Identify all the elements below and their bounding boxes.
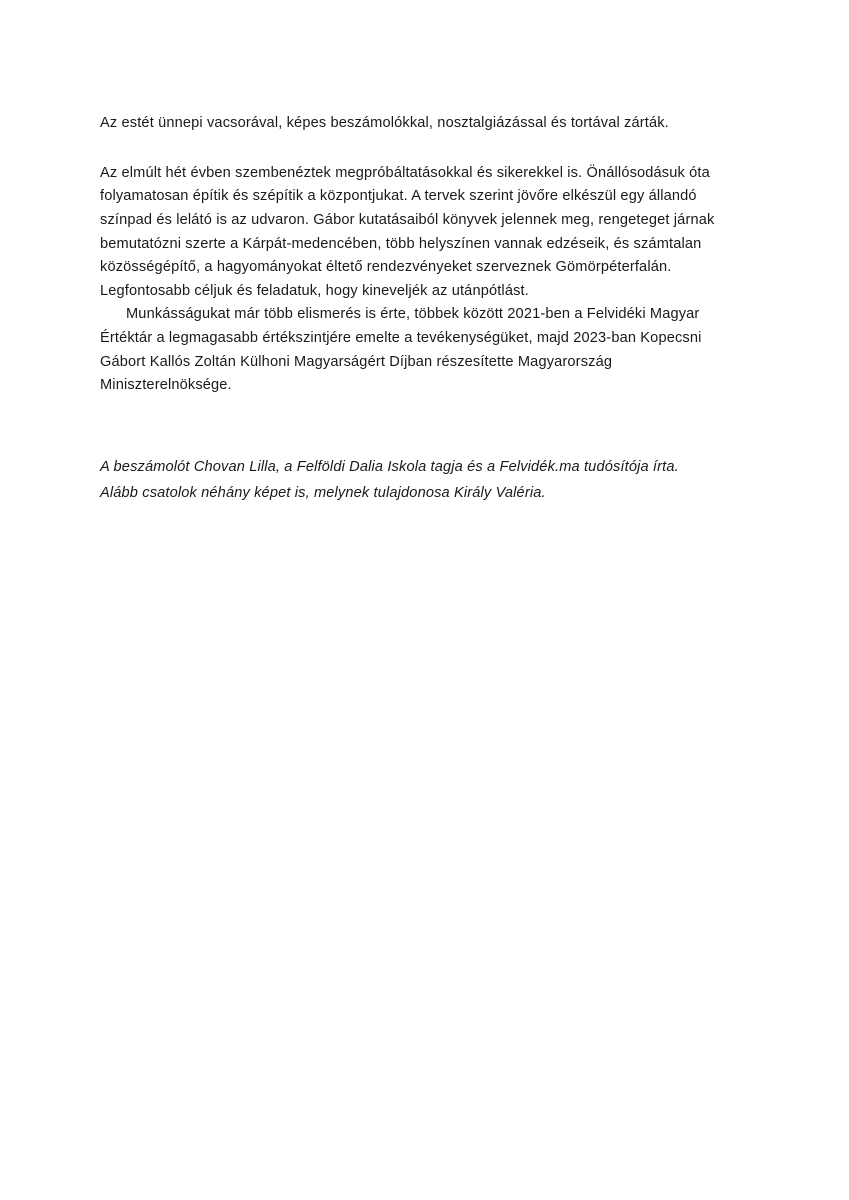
closing-line-2: Alább csatolok néhány képet is, melynek tulajdonosa Király Valéria. [100,484,546,501]
paragraph-1: Az estét ünnepi vacsorával, képes beszámolókkal, nosztalgiázással és tortával zárták. [100,115,669,131]
document-body [100,112,745,505]
closing-line-1: A beszámolót Chovan Lilla, a Felföldi Dalia Iskola tagja és a Felvidék.ma tudósítója írta. [100,459,679,476]
paragraph-2: Az elmúlt hét évben szembenéztek megpróbáltatásokkal és sikerekkel is. Önállósodásuk óta folyamatosan építik és szépítik a központjukat. A tervek szerint jövőre elkészül egy állandó színpad és lelátó is az udvaron. Gábor kutatásaiból könyvek jelennek meg, rengeteget járnak bemutatózni szerte a Kárpát-medencében, több helyszínen vannak edzéseik, és számtalan közösségépítő, a hagyományokat éltető rendezvényeket szerveznek Gömörpéterfalán. Legfontosabb céljuk és feladatuk, hogy kineveljék az utánpótlást. [100,164,715,299]
closing-note [100,456,745,505]
paragraph-spacer [100,136,745,162]
paragraph-3: Munkásságukat már több elismerés is érte, többek között 2021-ben a Felvidéki Magyar Értéktár a legmagasabb értékszintjére emelte a tevékenységüket, majd 2023-ban Kopecsni Gábort Kallós Zoltán Külhoni Magyarságért Díjban részesítette Magyarország Miniszterelnöksége. [100,306,702,394]
